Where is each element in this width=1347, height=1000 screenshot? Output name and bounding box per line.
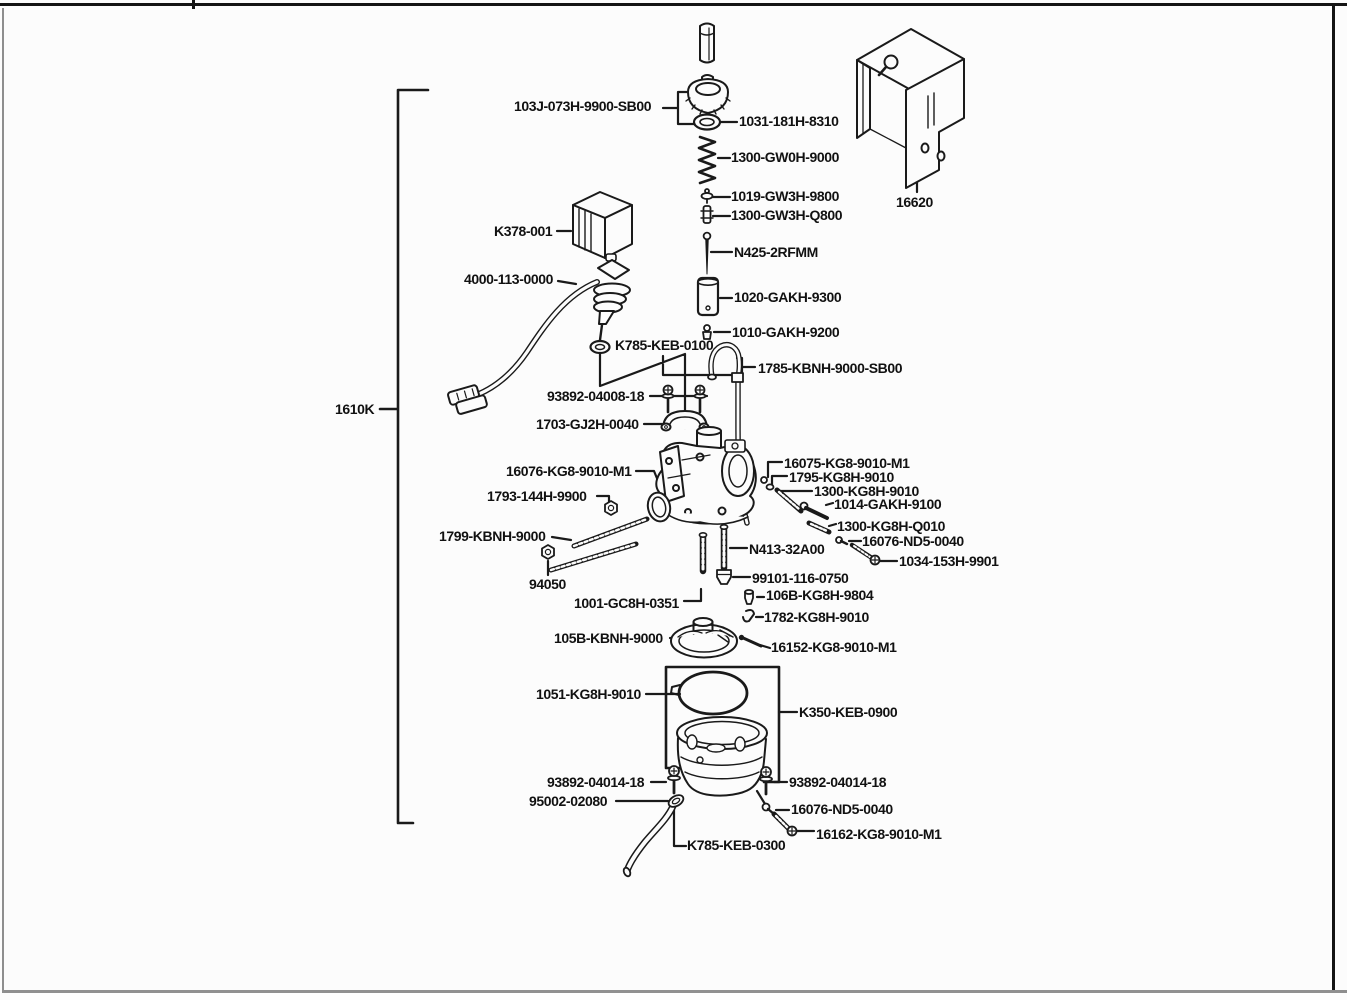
part-label-16152-KG8-9010-M1: 16152-KG8-9010-M1 bbox=[771, 639, 897, 655]
jet-needle-drawing bbox=[704, 233, 711, 274]
part-label-1785-KBNH-9000-SB00: 1785-KBNH-9000-SB00 bbox=[758, 360, 903, 376]
part-label-1300-GW3H-Q800: 1300-GW3H-Q800 bbox=[731, 207, 843, 223]
needle-jet-drawing bbox=[745, 590, 753, 604]
part-label-1795-KG8H-9010: 1795-KG8H-9010 bbox=[789, 469, 894, 485]
part-label-1300-KG8H-Q010: 1300-KG8H-Q010 bbox=[837, 518, 946, 534]
part-label-K785-KEB-0100: K785-KEB-0100 bbox=[615, 337, 714, 353]
part-label-N413-32A00: N413-32A00 bbox=[749, 541, 825, 557]
float-bowl-drawing bbox=[677, 717, 767, 796]
part-label-1020-GAKH-9300: 1020-GAKH-9300 bbox=[734, 289, 842, 305]
part-label-K350-KEB-0900: K350-KEB-0900 bbox=[799, 704, 898, 720]
throttle-spring-drawing bbox=[699, 137, 715, 183]
jet-clip-drawing bbox=[743, 610, 754, 622]
cable-adjuster-tube-drawing bbox=[700, 24, 714, 63]
part-label-1051-KG8H-9010: 1051-KG8H-9010 bbox=[536, 686, 641, 702]
spring-seat-drawing bbox=[702, 189, 713, 203]
mounting-bolts-drawing bbox=[699, 525, 727, 571]
bowl-drain-bolt-drawing bbox=[774, 814, 797, 836]
part-label-1014-GAKH-9100: 1014-GAKH-9100 bbox=[834, 496, 942, 512]
float-pin-drawing bbox=[739, 635, 761, 646]
part-label-103J-073H-9900-SB00: 103J-073H-9900-SB00 bbox=[514, 98, 652, 114]
part-label-1019-GW3H-9800: 1019-GW3H-9800 bbox=[731, 188, 840, 204]
needle-clip-drawing bbox=[701, 206, 713, 223]
part-label-N425-2RFMM: N425-2RFMM bbox=[734, 244, 818, 260]
small-oring-drawing bbox=[591, 341, 610, 353]
bowl-gasket-drawing bbox=[671, 672, 747, 714]
part-label-94050: 94050 bbox=[529, 576, 566, 592]
manifold-studs-drawing bbox=[542, 501, 647, 570]
part-label-16076-ND5-0040-a: 16076-ND5-0040 bbox=[862, 533, 964, 549]
part-label-1300-GW0H-9000: 1300-GW0H-9000 bbox=[731, 149, 840, 165]
part-label-16620: 16620 bbox=[896, 194, 933, 210]
part-label-16162-KG8-9010-M1: 16162-KG8-9010-M1 bbox=[816, 826, 942, 842]
part-label-1001-GC8H-0351: 1001-GC8H-0351 bbox=[574, 595, 679, 611]
part-label-K378-001: K378-001 bbox=[494, 223, 553, 239]
part-label-1782-KG8H-9010: 1782-KG8H-9010 bbox=[764, 609, 869, 625]
part-label-16075-KG8-9010-M1: 16075-KG8-9010-M1 bbox=[784, 455, 910, 471]
part-label-99101-116-0750: 99101-116-0750 bbox=[752, 570, 849, 586]
part-label-16076-ND5-0040-b: 16076-ND5-0040 bbox=[791, 801, 893, 817]
group-bracket-1610k bbox=[380, 90, 428, 823]
part-label-4000-113-0000: 4000-113-0000 bbox=[464, 271, 553, 287]
part-label-1793-144H-9900: 1793-144H-9900 bbox=[487, 488, 587, 504]
part-label-93892-04008-18: 93892-04008-18 bbox=[547, 388, 645, 404]
part-label-1610K: 1610K bbox=[335, 401, 375, 417]
throttle-slide-drawing bbox=[698, 278, 718, 315]
cap-oring-drawing bbox=[694, 115, 720, 130]
carb-top-cap-drawing bbox=[686, 75, 730, 114]
part-label-1031-181H-8310: 1031-181H-8310 bbox=[739, 113, 839, 129]
part-label-105B-KBNH-9000: 105B-KBNH-9000 bbox=[554, 630, 663, 646]
part-label-1010-GAKH-9200: 1010-GAKH-9200 bbox=[732, 324, 840, 340]
cdi-unit-drawing bbox=[573, 192, 632, 261]
part-label-1799-KBNH-9000: 1799-KBNH-9000 bbox=[439, 528, 546, 544]
part-label-K785-KEB-0300: K785-KEB-0300 bbox=[687, 837, 786, 853]
part-label-106B-KG8H-9804: 106B-KG8H-9804 bbox=[766, 587, 874, 603]
part-label-1300-KG8H-9010: 1300-KG8H-9010 bbox=[814, 483, 919, 499]
mount-bracket-drawing bbox=[857, 29, 964, 188]
part-label-1034-153H-9901: 1034-153H-9901 bbox=[899, 553, 999, 569]
part-label-93892-04014-18-right: 93892-04014-18 bbox=[789, 774, 887, 790]
main-jet-drawing bbox=[717, 570, 731, 584]
part-label-93892-04014-18-left: 93892-04014-18 bbox=[547, 774, 645, 790]
part-label-16076-KG8-9010-M1: 16076-KG8-9010-M1 bbox=[506, 463, 632, 479]
float-assembly-drawing bbox=[671, 618, 737, 658]
carburetor-body-drawing bbox=[656, 427, 756, 524]
part-label-95002-02080: 95002-02080 bbox=[529, 793, 608, 809]
drain-tube-drawing bbox=[622, 793, 685, 878]
part-label-1703-GJ2H-0040: 1703-GJ2H-0040 bbox=[536, 416, 639, 432]
